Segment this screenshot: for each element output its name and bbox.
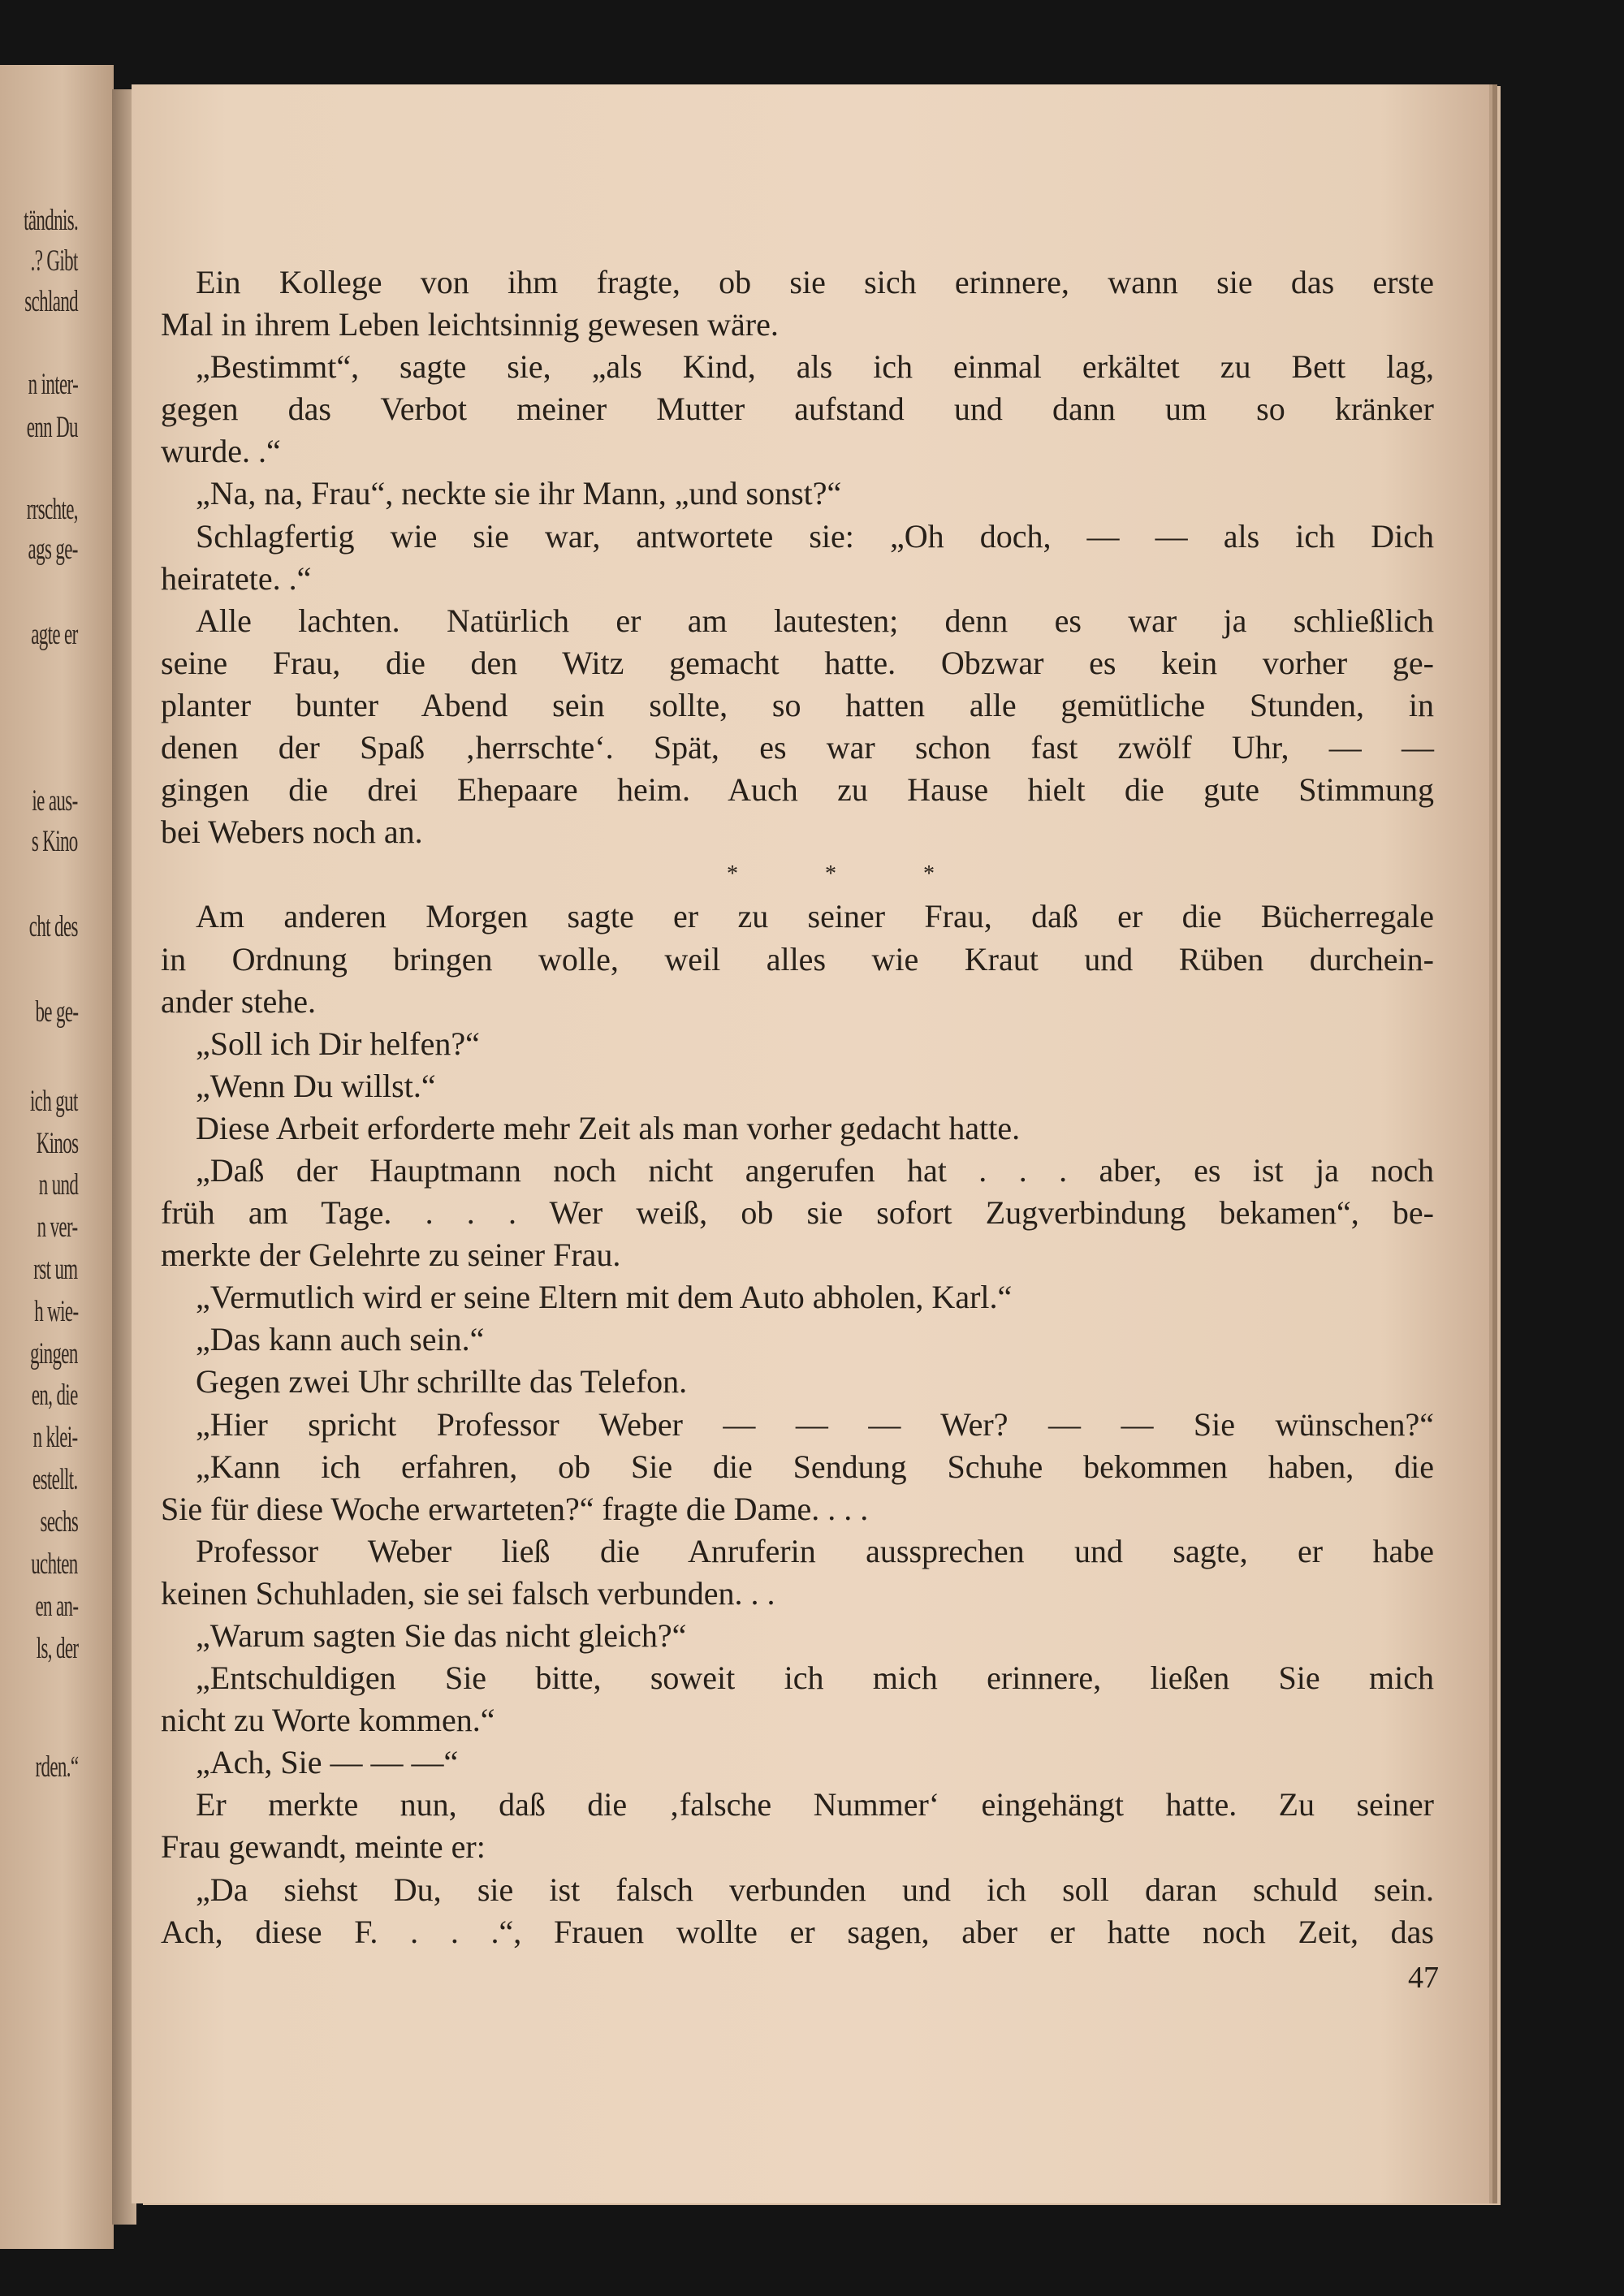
text-line: „Vermutlich wird er seine Eltern mit dem Auto abholen, Karl.“ <box>196 1279 1013 1316</box>
left-page-fragment: be ge- <box>35 995 78 1029</box>
left-page-fragment: gingen <box>30 1337 78 1370</box>
left-page-fragment: n klei- <box>33 1421 78 1454</box>
left-page-fragment: n inter- <box>28 368 78 401</box>
left-page-fragment: tändnis. <box>23 204 78 237</box>
text-line: „Warum sagten Sie das nicht gleich?“ <box>196 1617 687 1654</box>
left-page-fragment: h wie- <box>33 1295 78 1328</box>
left-page-fragment: s Kino <box>32 825 78 858</box>
book-page <box>132 84 1489 2203</box>
text-line: Professor Weber ließ die Anruferin aussprechen und sagte, er habe <box>196 1532 1434 1569</box>
left-page-fragment: Kinos <box>36 1127 78 1160</box>
left-page-fragment: rst um <box>33 1253 78 1286</box>
left-page-fragment: .? Gibt <box>30 244 78 278</box>
left-page-fragment: n ver- <box>37 1211 78 1244</box>
page-number: 47 <box>1408 1961 1439 1995</box>
text-line: „Das kann auch sein.“ <box>196 1321 485 1358</box>
text-line: Mal in ihrem Leben leichtsinnig gewesen wäre. <box>161 306 779 343</box>
left-page-fragment: en, die <box>32 1379 78 1412</box>
text-line: „Daß der Hauptmann noch nicht angerufen hat . . . aber, es ist ja noch <box>196 1151 1434 1189</box>
text-line: Alle lachten. Natürlich er am lautesten; denn es war ja schließlich <box>196 602 1434 639</box>
left-page-fragment: estellt. <box>32 1463 78 1496</box>
text-line: gingen die drei Ehepaare heim. Auch zu Hause hielt die gute Stimmung <box>161 771 1434 809</box>
text-line: bei Webers noch an. <box>161 814 423 851</box>
left-page-fragment: enn Du <box>26 411 78 444</box>
left-page-fragment: schland <box>24 285 78 318</box>
left-page-fragment: rden.“ <box>35 1750 78 1784</box>
text-line: denen der Spaß ‚herrschte‘. Spät, es war schon fast zwölf Uhr, — — <box>161 729 1434 766</box>
text-line: Sie für diese Woche erwarteten?“ fragte die Dame. . . . <box>161 1490 869 1527</box>
text-line: Er merkte nun, daß die ‚falsche Nummer‘ eingehängt hatte. Zu seiner <box>196 1786 1434 1823</box>
left-page-fragment: rrschte, <box>26 493 78 526</box>
text-line: „Bestimmt“, sagte sie, „als Kind, als ich einmal erkältet zu Bett lag, <box>196 348 1434 386</box>
left-page-fragment: n und <box>38 1168 78 1202</box>
text-line: „Wenn Du willst.“ <box>196 1067 436 1104</box>
text-line: „Kann ich erfahren, ob Sie die Sendung Schuhe bekommen haben, die <box>196 1448 1434 1485</box>
text-line: keinen Schuhladen, sie sei falsch verbunden. . . <box>161 1574 775 1612</box>
text-line: Ach, diese F. . . .“, Frauen wollte er sagen, aber er hatte noch Zeit, das <box>161 1913 1434 1950</box>
text-line: gegen das Verbot meiner Mutter aufstand und dann um so kränker <box>161 391 1434 428</box>
text-line: in Ordnung bringen wolle, weil alles wie Kraut und Rüben durchein- <box>161 940 1434 978</box>
text-line: ander stehe. <box>161 982 317 1020</box>
text-line: Diese Arbeit erforderte mehr Zeit als man vorher gedacht hatte. <box>196 1109 1021 1146</box>
text-line: planter bunter Abend sein sollte, so hatten alle gemütliche Stunden, in <box>161 686 1434 723</box>
left-page-fragment: ags ge- <box>28 533 78 566</box>
text-line: „Entschuldigen Sie bitte, soweit ich mich erinnere, ließen Sie mich <box>196 1659 1434 1697</box>
left-page-fragment: en an- <box>35 1590 78 1623</box>
text-line: „Da siehst Du, sie ist falsch verbunden und ich soll daran schuld sein. <box>196 1871 1434 1908</box>
text-line: Gegen zwei Uhr schrillte das Telefon. <box>196 1363 688 1400</box>
text-line: Schlagfertig wie sie war, antwortete sie: „Oh doch, — — als ich Dich <box>196 517 1434 555</box>
text-line: früh am Tage. . . . Wer weiß, ob sie sofort Zugverbindung bekamen“, be- <box>161 1194 1434 1232</box>
text-line: „Na, na, Frau“, neckte sie ihr Mann, „und sonst?“ <box>196 475 842 512</box>
text-line: „Ach, Sie — — —“ <box>196 1744 459 1781</box>
left-page-fragment: ich gut <box>30 1085 78 1118</box>
left-page-fragment: ls, der <box>36 1632 78 1665</box>
text-line: Ein Kollege von ihm fragte, ob sie sich erinnere, wann sie das erste <box>196 264 1434 300</box>
text-line: heiratete. .“ <box>161 559 312 597</box>
left-page-fragment: sechs <box>40 1505 78 1539</box>
text-line: merkte der Gelehrte zu seiner Frau. <box>161 1236 621 1274</box>
section-separator: * * * <box>727 861 935 887</box>
left-page-fragment: agte er <box>31 618 78 651</box>
text-line: Am anderen Morgen sagte er zu seiner Frau, daß er die Bücherregale <box>196 898 1434 935</box>
page-text <box>161 261 1434 1953</box>
text-line: nicht zu Worte kommen.“ <box>161 1702 495 1739</box>
text-line: Frau gewandt, meinte er: <box>161 1828 486 1866</box>
text-line: „Hier spricht Professor Weber — — — Wer? — — Sie wünschen?“ <box>196 1405 1434 1443</box>
text-line: wurde. .“ <box>161 433 281 470</box>
left-page-fragment: ie aus- <box>32 784 78 818</box>
text-line: seine Frau, die den Witz gemacht hatte. Obzwar es kein vorher ge- <box>161 644 1434 681</box>
left-page-fragment: cht des <box>28 910 78 943</box>
text-line: „Soll ich Dir helfen?“ <box>196 1025 480 1062</box>
left-page-fragment: uchten <box>31 1547 78 1581</box>
left-page-edge <box>0 65 114 2249</box>
